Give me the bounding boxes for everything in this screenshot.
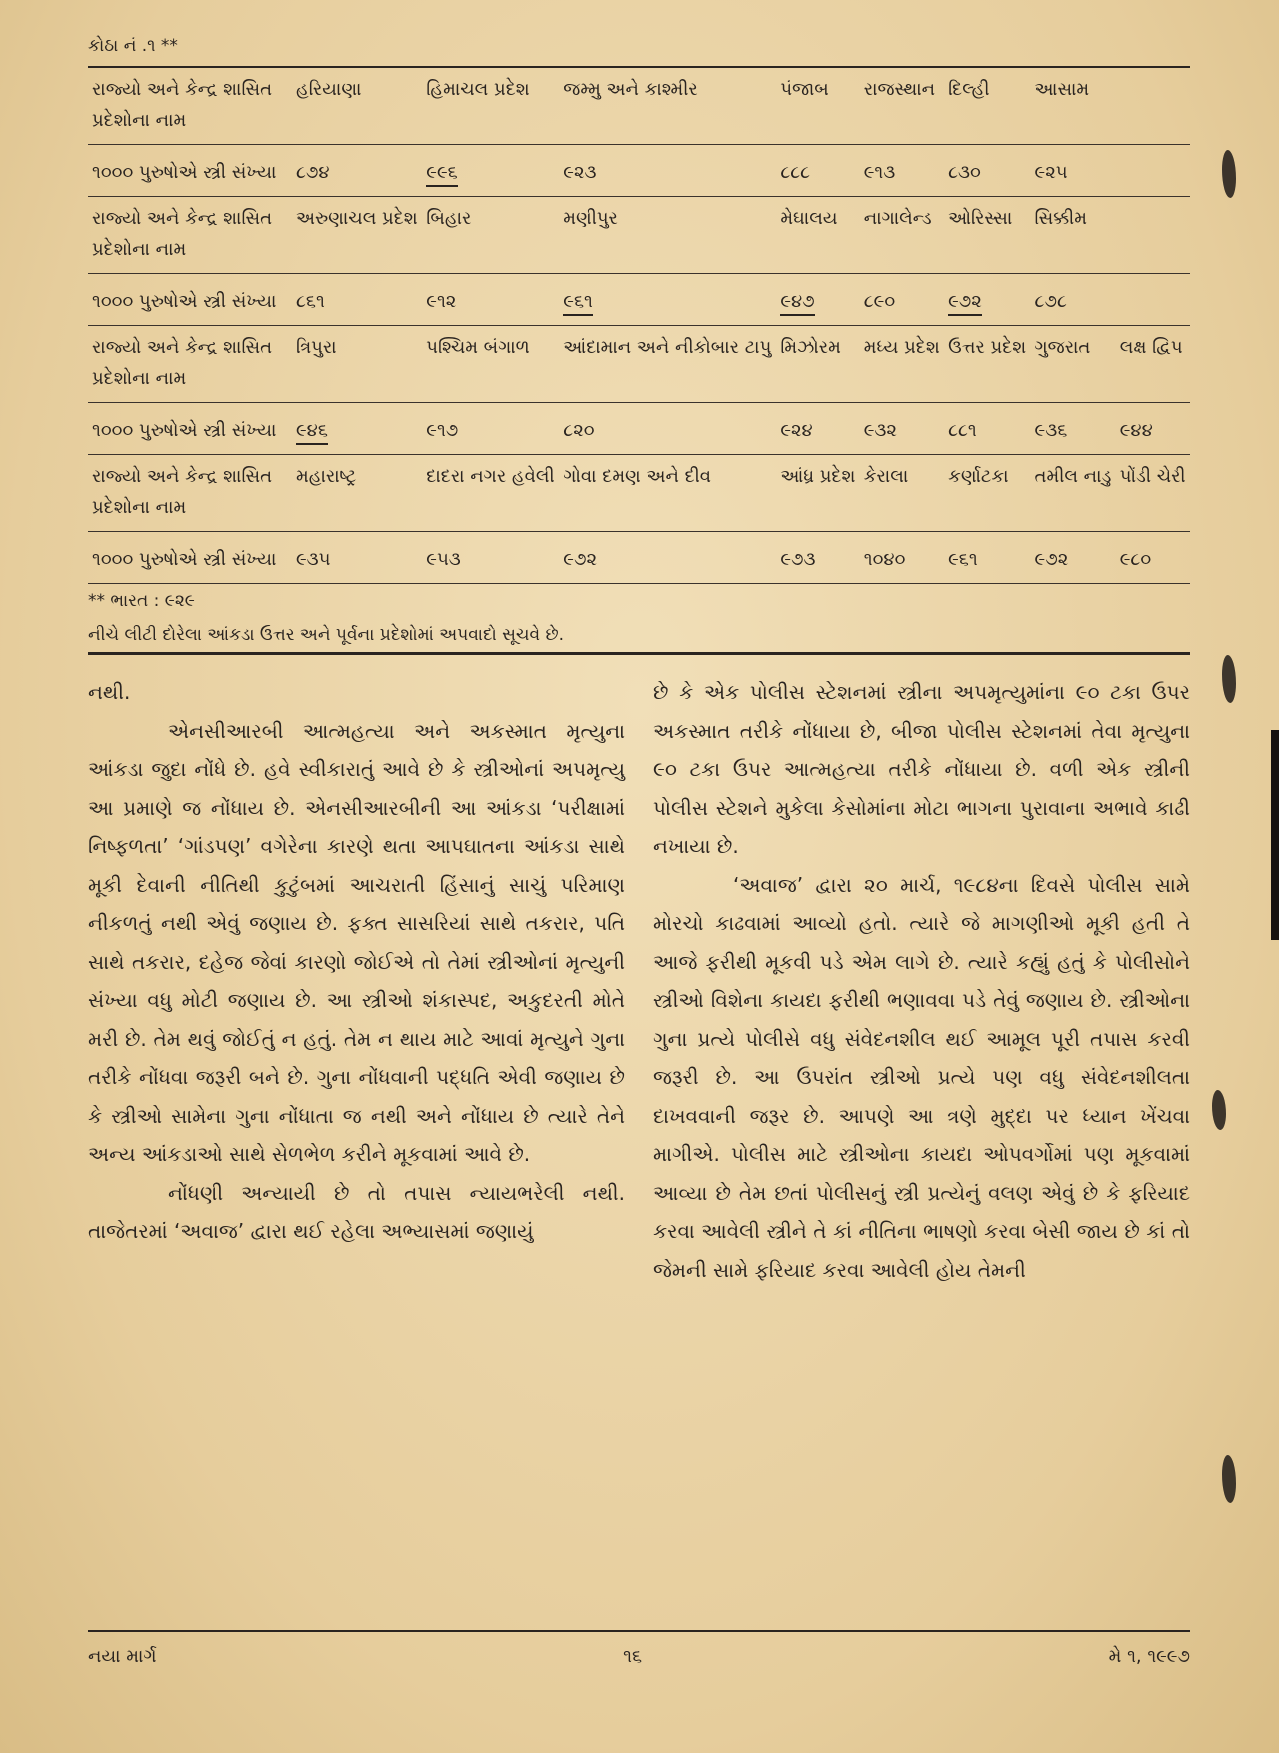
table-cell xyxy=(776,145,859,197)
ratio-value: ૯૨૫ xyxy=(1034,162,1068,183)
ratio-value: ૯૪૬ xyxy=(296,420,328,445)
table-caption: કોઠા નં .૧ ** xyxy=(88,36,178,56)
binding-hole-mark xyxy=(1212,1090,1226,1130)
table-cell xyxy=(1116,274,1190,326)
table-cell xyxy=(776,403,859,455)
ratio-value: ૯૪૭ xyxy=(780,291,814,316)
region-name: દાદરા નગર હવેલી xyxy=(426,466,555,487)
region-name: કેરાલા xyxy=(863,466,909,487)
table-cell xyxy=(776,197,859,274)
region-name: ત્રિપુરા xyxy=(296,337,337,358)
table-cell xyxy=(1031,274,1116,326)
table-cell xyxy=(776,68,859,145)
left-column xyxy=(88,673,625,1289)
table-cell xyxy=(559,274,776,326)
ratio-value: ૯૨૩ xyxy=(563,162,597,183)
table-cell xyxy=(1031,197,1116,274)
table-cell xyxy=(422,197,559,274)
region-name: પંજાબ xyxy=(780,79,829,100)
ratio-value: ૮૨૦ xyxy=(563,420,595,441)
ratio-value: ૯૬૧ xyxy=(563,291,593,316)
region-name: હિમાચલ પ્રદેશ xyxy=(426,79,530,100)
table-cell xyxy=(422,455,559,532)
paragraph: છે કે એક પોલીસ સ્ટેશનમાં સ્ત્રીના અપમૃત્યુમાંના ૯૦ ટકા ઉપર અકસ્માત તરીકે નોંધાયા છે, બીજા પોલીસ સ્ટેશનમાં તેવા મૃત્યુના ૯૦ ટકા ઉપર આત્મહત્યા તરીકે નોંધાયા છે. વળી એક સ્ત્રીની પોલીસ સ્ટેશને મુકેલા કેસોમાંના મોટા ભાગના પુરાવાના અભાવે કાઢી નખાયા છે. xyxy=(653,680,1190,858)
ratio-value: ૮૩૦ xyxy=(948,162,981,183)
ratio-value: ૯૩૫ xyxy=(296,549,331,570)
table-cell xyxy=(292,326,422,403)
binding-hole-mark xyxy=(1222,1455,1236,1503)
table-row-names xyxy=(88,68,1190,145)
table-cell xyxy=(292,274,422,326)
ratio-value: ૯૭૨ xyxy=(1034,549,1069,570)
region-name: મણીપુર xyxy=(563,208,618,229)
binding-hole-mark xyxy=(1222,655,1236,703)
magazine-name: નયા માર્ગ xyxy=(88,1646,157,1667)
table-row-ratios xyxy=(88,532,1190,584)
table-cell xyxy=(944,274,1030,326)
table-cell xyxy=(422,68,559,145)
region-name: કર્ણાટકા xyxy=(948,466,1009,487)
region-name: તમીલ નાડુ xyxy=(1034,466,1112,487)
region-name: મેઘાલય xyxy=(780,208,838,229)
row-label: રાજ્યો અને કેન્દ્ર શાસિત પ્રદેશોના નામ xyxy=(88,455,292,532)
table-cell xyxy=(860,532,944,584)
ratio-value: ૯૩૬ xyxy=(1034,420,1068,441)
region-name: આંધ્ર પ્રદેશ xyxy=(780,466,856,487)
region-name: સિક્કીમ xyxy=(1034,208,1087,229)
table-cell xyxy=(559,455,776,532)
table-cell xyxy=(559,403,776,455)
table-cell xyxy=(292,455,422,532)
sex-ratio-table xyxy=(88,68,1190,583)
ratio-value: ૯૫૩ xyxy=(426,549,461,570)
table-row-names xyxy=(88,326,1190,403)
region-name: બિહાર xyxy=(426,208,472,229)
table-cell xyxy=(559,197,776,274)
table-cell xyxy=(1031,403,1116,455)
table-cell xyxy=(1116,403,1190,455)
table-cell xyxy=(422,326,559,403)
table-cell xyxy=(860,197,944,274)
row-label: રાજ્યો અને કેન્દ્ર શાસિત પ્રદેશોના નામ xyxy=(88,326,292,403)
region-name: ગુજરાત xyxy=(1034,337,1091,358)
ratio-value: ૯૪૪ xyxy=(1119,420,1153,441)
table-row-ratios xyxy=(88,403,1190,455)
row-label: રાજ્યો અને કેન્દ્ર શાસિત પ્રદેશોના નામ xyxy=(88,197,292,274)
section-rule xyxy=(88,652,1190,655)
region-name: આસામ xyxy=(1034,79,1090,100)
paragraph: એનસીઆરબી આત્મહત્યા અને અકસ્માત મૃત્યુના આંકડા જુદા નોંધે છે. હવે સ્વીકારાતું આવે છે કે સ્ત્રીઓનાં અપમૃત્યુ આ પ્રમાણે જ નોંધાય છે. એનસીઆરબીની આ આંકડા ‘પરીક્ષામાં નિષ્ફળતા’ ‘ગાંડપણ’ વગેરેના કારણે થતા આપઘાતના આંકડા સાથે મૂકી દેવાની નીતિથી કુટુંબમાં આચરાતી હિંસાનું સાચું પરિમાણ નીકળતું નથી એવું જણાય છે. ફક્ત સાસરિયાં સાથે તકરાર, પતિ સાથે તકરાર, દહેજ જેવાં કારણો જોઈએ તો તેમાં સ્ત્રીઓનાં મૃત્યુની સંખ્યા વધુ મોટી જણાય છે. આ સ્ત્રીઓ શંકાસ્પદ, અકુદરતી મોતે મરી છે. તેમ થવું જોઈતું ન હતું. તેમ ન થાય માટે આવાં મૃત્યુને ગુના તરીકે નોંધવા જરૂરી બને છે. ગુના નોંધવાની પદ્ધતિ એવી જણાય છે કે સ્ત્રીઓ સામેના ગુના નોંધાતા જ નથી અને નોંધાય છે ત્યારે તેને અન્ય આંકડાઓ સાથે સેળભેળ કરીને મૂકવામાં આવે છે. xyxy=(88,718,625,1166)
page-number: ૧૬ xyxy=(623,1646,643,1667)
table-cell xyxy=(1116,197,1190,274)
footnote-india: ** ભારત : ૯૨૯ xyxy=(88,591,195,611)
ratio-value: ૯૭૨ xyxy=(563,549,598,570)
table-cell xyxy=(292,197,422,274)
ratio-value: ૧૦૪૦ xyxy=(863,549,906,570)
ratio-value: ૮૭૮ xyxy=(1034,291,1067,312)
right-column xyxy=(653,673,1190,1289)
ratio-value: ૮૬૧ xyxy=(296,291,325,312)
ratio-value: ૯૨૪ xyxy=(780,420,813,441)
ratio-value: ૮૮૮ xyxy=(780,162,811,183)
table-cell xyxy=(422,403,559,455)
table-cell xyxy=(860,455,944,532)
region-name: ઉત્તર પ્રદેશ xyxy=(948,337,1027,358)
table-cell xyxy=(776,326,859,403)
table-cell xyxy=(292,145,422,197)
row-label: ૧૦૦૦ પુરુષોએ સ્ત્રી સંખ્યા xyxy=(88,274,292,326)
page-edge-shadow xyxy=(1271,730,1279,940)
table-cell xyxy=(292,68,422,145)
table-cell xyxy=(559,145,776,197)
ratio-value: ૯૮૦ xyxy=(1119,549,1152,570)
region-name: ઓરિસ્સા xyxy=(948,208,1013,229)
table-cell xyxy=(1031,145,1116,197)
region-name: દિલ્હી xyxy=(948,79,990,100)
ratio-value: ૯૧૨ xyxy=(426,291,457,312)
table-cell xyxy=(559,532,776,584)
table-cell xyxy=(944,326,1030,403)
region-name: નાગાલેન્ડ xyxy=(863,208,932,229)
region-name: અરુણાચલ પ્રદેશ xyxy=(296,208,418,229)
article-body xyxy=(88,673,1190,1289)
region-name: મિઝોરમ xyxy=(780,337,841,358)
table-row-names xyxy=(88,455,1190,532)
region-name: ગોવા દમણ અને દીવ xyxy=(563,466,712,487)
paragraph: ‘અવાજ’ દ્વારા ૨૦ માર્ચ, ૧૯૮૪ના દિવસે પોલીસ સામે મોરચો કાઢવામાં આવ્યો હતો. ત્યારે જે માગણીઓ મૂકી હતી તે આજે ફરીથી મૂકવી પડે એમ લાગે છે. ત્યારે કહ્યું હતું કે પોલીસોને સ્ત્રીઓ વિશેના કાયદા ફરીથી ભણાવવા પડે તેવું જણાય છે. સ્ત્રીઓના ગુના પ્રત્યે પોલીસે વધુ સંવેદનશીલ થઈ આમૂલ પૂરી તપાસ કરવી જરૂરી છે. આ ઉપરાંત સ્ત્રીઓ પ્રત્યે પણ વધુ સંવેદનશીલતા દાખવવાની જરૂર છે. આપણે આ ત્રણે મુદ્દા પર ધ્યાન ખેંચવા માગીએ. પોલીસ માટે સ્ત્રીઓના કાયદા ઓપવર્ગોમાં પણ મૂકવામાં આવ્યા છે તેમ છતાં પોલીસનું સ્ત્રી પ્રત્યેનું વલણ એવું છે કે ફરિયાદ કરવા આવેલી સ્ત્રીને તે કાં નીતિના ભાષણો કરવા બેસી જાય છે કાં તો જેમની સામે ફરિયાદ કરવા આવેલી હોય તેમની xyxy=(653,872,1190,1282)
table-cell xyxy=(944,403,1030,455)
table-cell xyxy=(860,274,944,326)
row-label: ૧૦૦૦ પુરુષોએ સ્ત્રી સંખ્યા xyxy=(88,145,292,197)
table-cell xyxy=(422,274,559,326)
ratio-value: ૯૬૧ xyxy=(948,549,978,570)
ratio-value: ૮૭૪ xyxy=(296,162,330,183)
table-cell xyxy=(944,532,1030,584)
ratio-value: ૮૯૦ xyxy=(863,291,896,312)
table-cell xyxy=(944,197,1030,274)
table-cell xyxy=(422,532,559,584)
region-name: જમ્મુ અને કાશ્મીર xyxy=(563,79,698,100)
table-cell xyxy=(1116,455,1190,532)
table-cell xyxy=(1116,532,1190,584)
region-name: લક્ષ દ્વિપ xyxy=(1119,337,1183,358)
region-name: મધ્ય પ્રદેશ xyxy=(863,337,940,358)
region-name: હરિયાણા xyxy=(296,79,362,100)
paragraph: નથી. xyxy=(88,680,131,704)
region-name: પોંડી ચેરી xyxy=(1119,466,1186,487)
table-cell xyxy=(1031,68,1116,145)
table-cell xyxy=(559,326,776,403)
paragraph: નોંધણી અન્યાયી છે તો તપાસ ન્યાયભરેલી નથી. તાજેતરમાં ‘અવાજ’ દ્વારા થઈ રહેલા અભ્યાસમાં જણાયું xyxy=(88,1180,625,1243)
page-footer xyxy=(88,1630,1190,1667)
ratio-value: ૯૧૩ xyxy=(863,162,896,183)
table-cell xyxy=(944,455,1030,532)
table-cell xyxy=(559,68,776,145)
ratio-value: ૯૭૨ xyxy=(948,291,982,316)
table-cell xyxy=(860,326,944,403)
table-cell xyxy=(1031,455,1116,532)
region-name: મહારાષ્ટ્ર xyxy=(296,466,357,487)
region-name: આંદામાન અને નીકોબાર ટાપુ xyxy=(563,337,772,358)
row-label: ૧૦૦૦ પુરુષોએ સ્ત્રી સંખ્યા xyxy=(88,403,292,455)
table-row-ratios xyxy=(88,274,1190,326)
table-cell xyxy=(292,403,422,455)
row-label: રાજ્યો અને કેન્દ્ર શાસિત પ્રદેશોના નામ xyxy=(92,79,273,131)
table-cell xyxy=(776,532,859,584)
ratio-value: ૮૮૧ xyxy=(948,420,977,441)
table-cell xyxy=(776,274,859,326)
table-cell xyxy=(1031,326,1116,403)
footnote-underline: નીચે લીટી દોરેલા આંકડા ઉત્તર અને પૂર્વના પ્રદેશોમાં અપવાદો સૂચવે છે. xyxy=(88,625,565,645)
issue-date: મે ૧, ૧૯૯૭ xyxy=(1108,1646,1190,1667)
table-row-ratios xyxy=(88,145,1190,197)
table-cell xyxy=(944,68,1030,145)
table-cell xyxy=(860,68,944,145)
region-name: રાજસ્થાન xyxy=(863,79,936,100)
table-cell xyxy=(776,455,859,532)
table-cell xyxy=(292,532,422,584)
table-cell xyxy=(1116,68,1190,145)
page xyxy=(88,36,1190,1289)
region-name: પશ્ચિમ બંગાળ xyxy=(426,337,530,358)
table-cell xyxy=(860,403,944,455)
table-row-names xyxy=(88,197,1190,274)
binding-hole-mark xyxy=(1222,150,1236,198)
table-cell xyxy=(944,145,1030,197)
table-cell xyxy=(422,145,559,197)
table-cell xyxy=(860,145,944,197)
table-cell xyxy=(1031,532,1116,584)
ratio-value: ૯૭૩ xyxy=(780,549,816,570)
table-cell xyxy=(1116,145,1190,197)
ratio-value: ૯૯૬ xyxy=(426,162,457,187)
ratio-value: ૯૧૭ xyxy=(426,420,459,441)
ratio-value: ૯૩૨ xyxy=(863,420,897,441)
table-cell xyxy=(1116,326,1190,403)
row-label: ૧૦૦૦ પુરુષોએ સ્ત્રી સંખ્યા xyxy=(88,532,292,584)
